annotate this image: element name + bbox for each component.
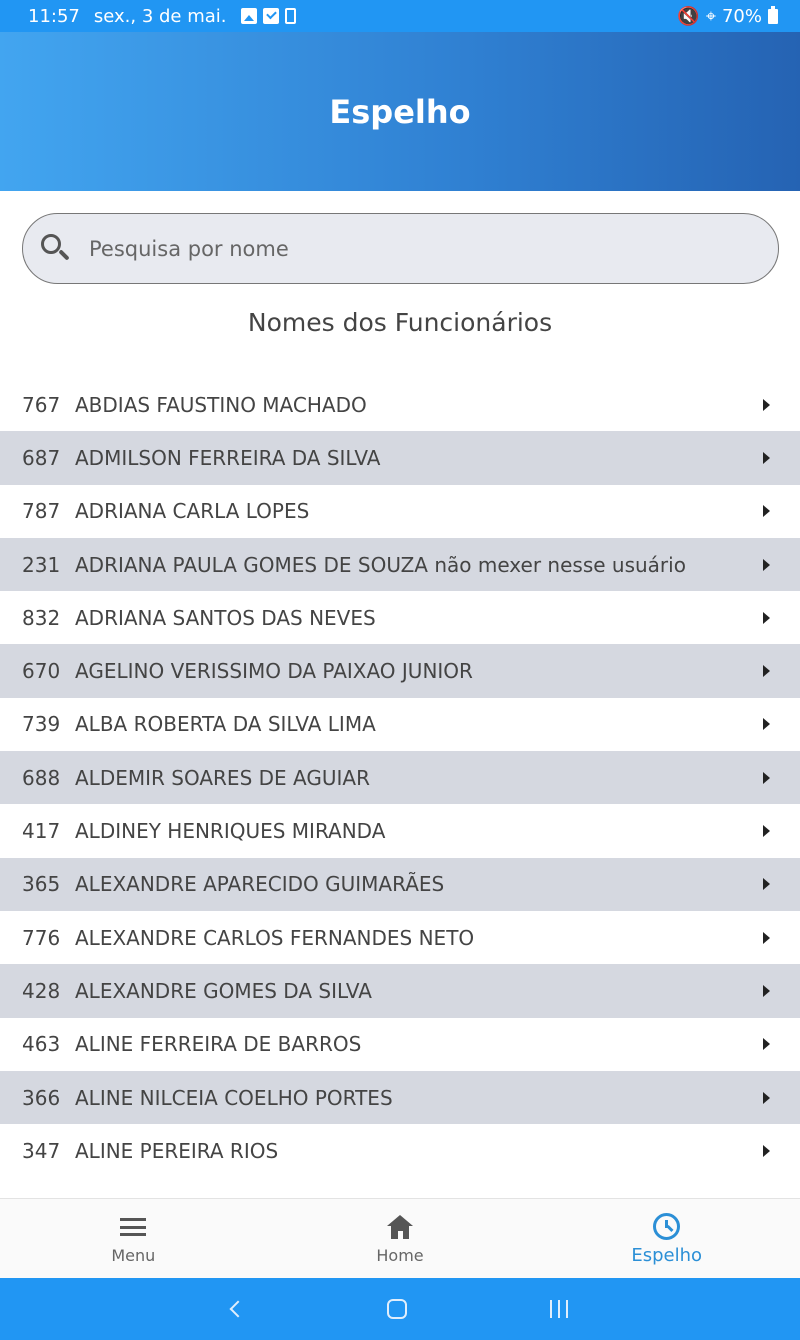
employee-code: 366 [22, 1085, 61, 1110]
employee-code: 787 [22, 499, 61, 524]
section-title: Nomes dos Funcionários [247, 308, 553, 337]
employee-code: 670 [22, 659, 61, 684]
search-bar[interactable] [22, 213, 779, 284]
employee-name: ALEXANDRE GOMES DA SILVA [75, 978, 372, 1003]
list-item[interactable] [0, 485, 800, 538]
chevron-right-icon [763, 932, 770, 944]
list-item[interactable] [0, 804, 800, 857]
employee-code: 365 [22, 872, 61, 897]
list-item[interactable] [0, 698, 800, 751]
chevron-right-icon [763, 452, 770, 464]
battery-icon [768, 9, 778, 24]
employee-name: ALDEMIR SOARES DE AGUIAR [75, 765, 370, 790]
list-item[interactable] [0, 858, 800, 911]
battery-level: 70% [721, 5, 762, 27]
list-item[interactable] [0, 538, 800, 591]
app-header [0, 32, 800, 191]
employee-code: 776 [22, 925, 61, 950]
phone-notification-icon [285, 8, 296, 24]
chevron-right-icon [763, 612, 770, 624]
employee-name: ADRIANA SANTOS DAS NEVES [75, 605, 376, 630]
employee-name: ALINE NILCEIA COELHO PORTES [75, 1085, 393, 1110]
employee-code: 417 [22, 819, 61, 844]
chevron-right-icon [763, 665, 770, 677]
back-icon[interactable] [229, 1301, 246, 1318]
employee-name: ALEXANDRE CARLOS FERNANDES NETO [75, 925, 475, 950]
chevron-right-icon [763, 772, 770, 784]
employee-name: ADRIANA PAULA GOMES DE SOUZA não mexer nesse usuário [75, 552, 686, 577]
list-item[interactable] [0, 751, 800, 804]
list-item[interactable] [0, 644, 800, 697]
search-input[interactable] [89, 237, 729, 261]
employee-name: ALEXANDRE APARECIDO GUIMARÃES [75, 872, 445, 897]
employee-code: 688 [22, 765, 61, 790]
mute-icon: 🔇 [677, 5, 700, 27]
list-item[interactable] [0, 911, 800, 964]
wifi-icon: ⌖ [705, 5, 716, 27]
employee-name: ALINE PEREIRA RIOS [75, 1138, 279, 1163]
employee-code: 463 [22, 1032, 61, 1057]
employee-name: AGELINO VERISSIMO DA PAIXAO JUNIOR [75, 659, 473, 684]
employee-name: ALBA ROBERTA DA SILVA LIMA [75, 712, 376, 737]
home-button-icon[interactable] [387, 1299, 407, 1319]
employee-list[interactable] [0, 378, 800, 1198]
employee-code: 687 [22, 445, 61, 470]
list-item[interactable] [0, 591, 800, 644]
nav-item-menu[interactable] [0, 1199, 267, 1278]
home-icon [387, 1215, 413, 1239]
employee-name: ADMILSON FERREIRA DA SILVA [75, 445, 381, 470]
menu-icon [120, 1218, 146, 1236]
employee-code: 739 [22, 712, 61, 737]
search-icon [39, 232, 73, 266]
employee-code: 832 [22, 605, 61, 630]
employee-name: ALINE FERREIRA DE BARROS [75, 1032, 362, 1057]
status-bar [0, 0, 800, 32]
chevron-right-icon [763, 718, 770, 730]
list-item[interactable] [0, 1018, 800, 1071]
list-item[interactable] [0, 431, 800, 484]
list-item[interactable] [0, 378, 800, 431]
recents-icon[interactable] [550, 1300, 568, 1318]
nav-item-espelho[interactable] [533, 1199, 800, 1278]
clock-icon [653, 1213, 680, 1240]
nav-label-home: Home [376, 1246, 424, 1265]
check-notification-icon [263, 8, 279, 24]
chevron-right-icon [763, 878, 770, 890]
nav-label-espelho: Espelho [631, 1245, 703, 1266]
system-navigation-bar [0, 1278, 800, 1340]
chevron-right-icon [763, 985, 770, 997]
chevron-right-icon [763, 1145, 770, 1157]
chevron-right-icon [763, 505, 770, 517]
list-item[interactable] [0, 1124, 800, 1177]
employee-code: 428 [22, 978, 61, 1003]
employee-name: ALDINEY HENRIQUES MIRANDA [75, 819, 386, 844]
chevron-right-icon [763, 399, 770, 411]
chevron-right-icon [763, 559, 770, 571]
page-title: Espelho [329, 92, 471, 131]
employee-name: ABDIAS FAUSTINO MACHADO [75, 392, 367, 417]
chevron-right-icon [763, 1038, 770, 1050]
employee-code: 347 [22, 1138, 61, 1163]
list-item[interactable] [0, 964, 800, 1017]
list-item[interactable] [0, 1071, 800, 1124]
employee-name: ADRIANA CARLA LOPES [75, 499, 310, 524]
bottom-navigation [0, 1198, 800, 1278]
status-date: sex., 3 de mai. [93, 5, 227, 27]
nav-label-menu: Menu [111, 1246, 156, 1265]
status-time: 11:57 [28, 5, 80, 27]
image-notification-icon [241, 8, 257, 24]
nav-item-home[interactable] [267, 1199, 534, 1278]
chevron-right-icon [763, 825, 770, 837]
employee-code: 231 [22, 552, 61, 577]
employee-code: 767 [22, 392, 61, 417]
chevron-right-icon [763, 1092, 770, 1104]
